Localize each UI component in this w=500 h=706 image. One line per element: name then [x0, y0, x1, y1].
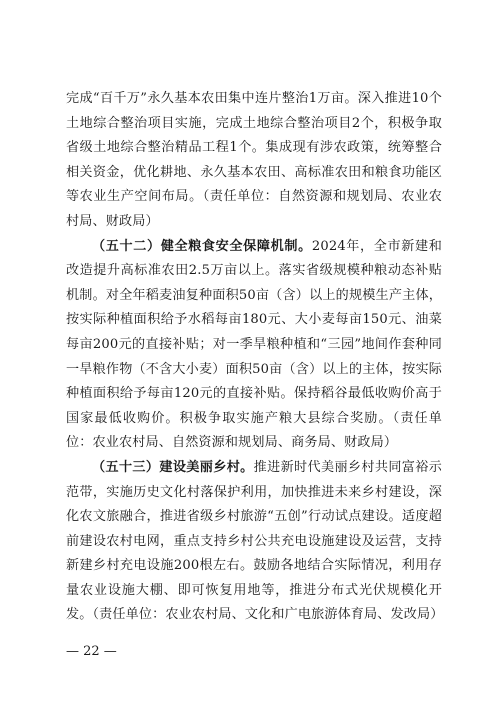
document-body: [66, 87, 442, 628]
paragraph-heading: （五十二）健全粮食安全保障机制。: [92, 238, 312, 254]
paragraph-text: 完成“百千万”永久基本农田集中连片整治1万亩。深入推进10个土地综合整治项目实施，完成土地综合整治项目2个，积极争取省级土地综合整治精品工程1个。集成现有涉农政策，统筹整合相关资金，优化耕地、永久基本农田、高标准农田和粮食功能区等农业生产空间布局。（责任单位：自然资源和规划局、农业农村局、财政局）: [66, 91, 442, 229]
paragraph-heading: （五十三）建设美丽乡村。: [92, 459, 254, 475]
paragraph-beautiful-village: [66, 456, 442, 628]
paragraph-text: 2024年，全市新建和改造提升高标准农田2.5万亩以上。落实省级规模种粮动态补贴机制。对全年稻麦油复种面积50亩（含）以上的规模生产主体，按实际种植面积给予水稻每亩180元、大小麦每亩150元、油菜每亩200元的直接补贴；对一季旱粮种植和“三园”地间作套种同一旱粮作物（不含大小麦）面积50亩（含）以上的主体，按实际种植面积给予每亩120元的直接补贴。保持稻谷最低收购价高于国家最低收购价。积极争取实施产粮大县综合奖励。（责任单位：农业农村局、自然资源和规划局、商务局、财政局）: [66, 238, 442, 451]
page-number: — 22 —: [66, 644, 117, 659]
paragraph-land-consolidation: [66, 87, 442, 235]
paragraph-text: 推进新时代美丽乡村共同富裕示范带，实施历史文化村落保护利用，加快推进未来乡村建设，深化农文旅融合，推进省级乡村旅游“五创”行动试点建设。适度超前建设农村电网，重点支持乡村公共充电设施建设及运营，支持新建乡村充电设施200根左右。鼓励各地结合实际情况，利用存量农业设施大棚、即可恢复用地等，推进分布式光伏规模化开发。（责任单位：农业农村局、文化和广电旅游体育局、发改局）: [66, 459, 444, 623]
paragraph-food-security: [66, 235, 442, 456]
